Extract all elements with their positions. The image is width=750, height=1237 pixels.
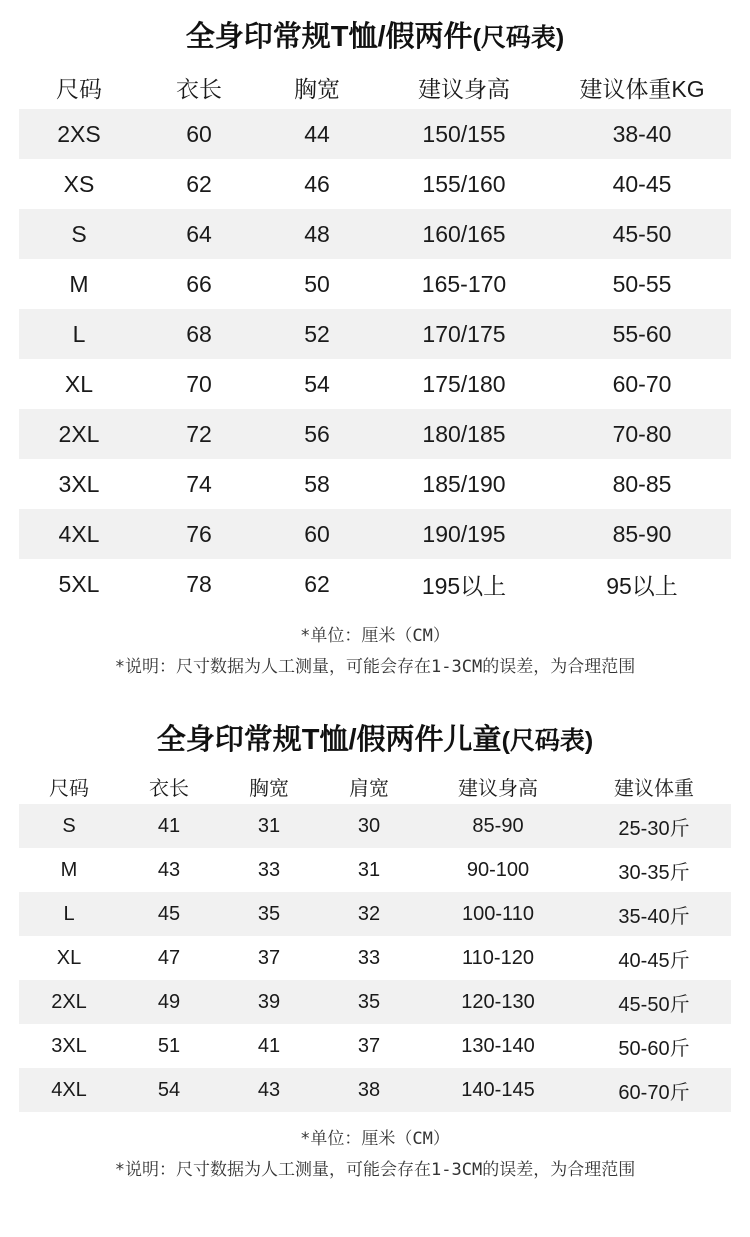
table-row — [19, 109, 731, 159]
cell-chest: 48 — [304, 220, 330, 247]
kid-measure-note: *说明：尺寸数据为人工测量，可能会存在1-3CM的误差，为合理范围 — [114, 1160, 636, 1180]
kid-title-paren: (尺码表) — [501, 727, 594, 755]
table-row — [19, 409, 731, 459]
column-header: 建议体重 — [614, 777, 694, 800]
cell-length: 68 — [186, 320, 212, 347]
cell-size: 4XL — [51, 1078, 87, 1101]
cell-length: 45 — [157, 902, 181, 925]
cell-size: 4XL — [58, 520, 100, 547]
table-row — [19, 359, 731, 409]
adult-measure-note: *说明：尺寸数据为人工测量，可能会存在1-3CM的误差，为合理范围 — [114, 657, 636, 677]
cell-length: 60 — [186, 120, 212, 147]
kid-unit-note: *单位：厘米（CM） — [300, 1129, 450, 1149]
kid-section-title — [0, 703, 750, 768]
cell-size: 3XL — [58, 470, 100, 497]
cell-length: 47 — [157, 946, 181, 969]
cell-chest: 52 — [304, 320, 330, 347]
column-header: 建议身高 — [418, 75, 510, 102]
cell-shoulder: 30 — [357, 814, 381, 837]
table-row — [19, 209, 731, 259]
cell-length: 49 — [157, 990, 181, 1013]
column-header: 胸宽 — [294, 75, 340, 102]
cell-chest: 37 — [257, 946, 281, 969]
cell-height: 180/185 — [422, 420, 506, 447]
cell-size: 3XL — [51, 1034, 87, 1057]
table-row — [19, 309, 731, 359]
adult-size-table — [19, 65, 731, 609]
table-row — [19, 509, 731, 559]
cell-size: 2XL — [58, 420, 100, 447]
table-row — [19, 936, 731, 980]
cell-weight: 60-70 — [612, 370, 672, 397]
cell-height: 110-120 — [462, 946, 534, 969]
cell-size: 5XL — [58, 570, 100, 597]
cell-chest: 46 — [304, 170, 330, 197]
cell-chest: 62 — [304, 570, 330, 597]
cell-chest: 43 — [257, 1078, 281, 1101]
column-header: 衣长 — [149, 777, 189, 800]
cell-length: 76 — [186, 520, 212, 547]
cell-length: 54 — [157, 1078, 181, 1101]
column-header: 衣长 — [176, 75, 222, 102]
cell-height: 100-110 — [462, 902, 534, 925]
cell-height: 120-130 — [461, 990, 535, 1013]
table-header-row — [19, 65, 731, 109]
table-row — [19, 980, 731, 1024]
cell-length: 66 — [186, 270, 212, 297]
cell-length: 43 — [157, 858, 181, 881]
cell-shoulder: 35 — [357, 990, 381, 1013]
kid-table-header — [19, 768, 731, 804]
cell-length: 74 — [186, 470, 212, 497]
section-divider — [0, 677, 750, 703]
cell-weight: 50-55 — [612, 270, 672, 297]
kid-size-table — [19, 768, 731, 1112]
column-header: 建议体重KG — [579, 75, 705, 102]
cell-weight: 25-30斤 — [618, 817, 690, 840]
cell-size: XS — [63, 170, 95, 197]
table-row — [19, 892, 731, 936]
cell-size: M — [60, 858, 78, 881]
cell-weight: 55-60 — [612, 320, 672, 347]
adult-table-header — [19, 65, 731, 109]
cell-size: S — [62, 814, 76, 837]
column-header: 胸宽 — [249, 777, 289, 800]
cell-weight: 35-40斤 — [618, 905, 690, 928]
cell-height: 130-140 — [461, 1034, 535, 1057]
column-header: 肩宽 — [349, 777, 389, 800]
cell-chest: 54 — [304, 370, 330, 397]
cell-weight: 50-60斤 — [618, 1037, 690, 1060]
cell-size: 2XS — [57, 120, 101, 147]
cell-chest: 39 — [257, 990, 281, 1013]
table-row — [19, 1068, 731, 1112]
table-header-row — [19, 768, 731, 804]
adult-section-title — [0, 0, 750, 65]
cell-height: 195以上 — [421, 572, 507, 599]
cell-height: 85-90 — [472, 814, 524, 837]
cell-size: M — [69, 270, 89, 297]
cell-height: 185/190 — [422, 470, 506, 497]
cell-length: 64 — [186, 220, 212, 247]
column-header: 尺码 — [56, 75, 102, 102]
cell-height: 175/180 — [422, 370, 506, 397]
cell-height: 155/160 — [422, 170, 506, 197]
cell-size: XL — [56, 946, 82, 969]
cell-shoulder: 38 — [357, 1078, 381, 1101]
table-row — [19, 559, 731, 609]
cell-size: S — [71, 220, 87, 247]
cell-weight: 40-45 — [612, 170, 672, 197]
kid-title-main: 全身印常规T恤/假两件儿童 — [156, 724, 502, 756]
cell-height: 170/175 — [422, 320, 506, 347]
cell-weight: 85-90 — [612, 520, 672, 547]
cell-height: 160/165 — [422, 220, 506, 247]
cell-chest: 58 — [304, 470, 330, 497]
cell-height: 140-145 — [461, 1078, 535, 1101]
cell-shoulder: 32 — [357, 902, 381, 925]
cell-weight: 45-50 — [612, 220, 672, 247]
cell-height: 150/155 — [422, 120, 506, 147]
table-row — [19, 1024, 731, 1068]
cell-chest: 33 — [257, 858, 281, 881]
cell-length: 62 — [186, 170, 212, 197]
cell-size: L — [72, 320, 86, 347]
cell-weight: 60-70斤 — [618, 1081, 690, 1104]
cell-shoulder: 31 — [357, 858, 381, 881]
adult-title-main: 全身印常规T恤/假两件 — [185, 21, 473, 53]
column-header: 尺码 — [49, 777, 89, 800]
cell-length: 51 — [157, 1034, 181, 1057]
cell-height: 190/195 — [422, 520, 506, 547]
table-row — [19, 459, 731, 509]
cell-weight: 38-40 — [612, 120, 672, 147]
cell-chest: 41 — [257, 1034, 281, 1057]
cell-height: 90-100 — [466, 858, 530, 881]
adult-table-body — [19, 109, 731, 609]
kid-table-body — [19, 804, 731, 1112]
cell-chest: 44 — [304, 120, 330, 147]
cell-size: L — [63, 902, 75, 925]
cell-chest: 35 — [257, 902, 281, 925]
cell-size: XL — [64, 370, 94, 397]
cell-chest: 50 — [304, 270, 330, 297]
cell-weight: 45-50斤 — [618, 993, 690, 1016]
cell-weight: 70-80 — [612, 420, 672, 447]
cell-height: 165-170 — [421, 270, 507, 297]
cell-length: 70 — [186, 370, 212, 397]
kid-size-section — [0, 703, 750, 1180]
table-row — [19, 804, 731, 848]
adult-unit-note: *单位：厘米（CM） — [300, 626, 450, 646]
table-row — [19, 159, 731, 209]
table-row — [19, 848, 731, 892]
cell-chest: 56 — [304, 420, 330, 447]
cell-chest: 31 — [257, 814, 281, 837]
cell-shoulder: 33 — [357, 946, 381, 969]
column-header: 建议身高 — [458, 777, 538, 800]
cell-weight: 95以上 — [606, 572, 678, 599]
cell-length: 41 — [157, 814, 181, 837]
cell-weight: 30-35斤 — [618, 861, 690, 884]
adult-title-paren: (尺码表) — [472, 24, 565, 52]
cell-shoulder: 37 — [357, 1034, 381, 1057]
cell-weight: 40-45斤 — [618, 949, 690, 972]
cell-chest: 60 — [304, 520, 330, 547]
cell-length: 78 — [186, 570, 212, 597]
cell-length: 72 — [186, 420, 212, 447]
table-row — [19, 259, 731, 309]
cell-size: 2XL — [51, 990, 87, 1013]
cell-weight: 80-85 — [612, 470, 672, 497]
